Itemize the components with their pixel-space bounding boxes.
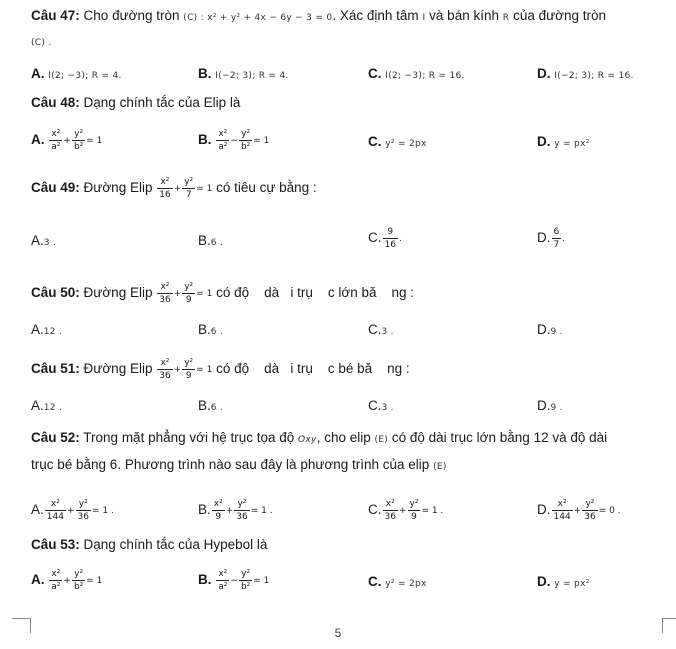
q51-text-b: có độ dà i trụ c bé bă ng : xyxy=(216,361,410,377)
q53-option-a[interactable]: A. $\frac{\text{x²}}{\text{a²}}$ + $\frac{\text{y²}}{\text{b²}}$ = 1 xyxy=(31,569,103,592)
q50-text-b: có độ dà i trụ c lớn bă ng : xyxy=(216,285,415,301)
q49-text-a: Đường Elip xyxy=(83,180,153,196)
q53-option-c[interactable]: C. y² = 2px xyxy=(368,574,427,589)
q52-text-c: có độ dài trục lớn bằng 12 và độ dài xyxy=(391,430,608,445)
q47-equation: (C) : x² + y² + 4x − 6y − 3 = 0 xyxy=(183,13,333,23)
q50-text-a: Đường Elip xyxy=(83,285,153,301)
q50-title: Câu 50: xyxy=(31,285,80,301)
q47-radius-symbol: R xyxy=(502,13,510,23)
q51-title: Câu 51: xyxy=(31,361,80,377)
q51-option-c[interactable]: C.3 . xyxy=(368,398,394,413)
q51-option-d[interactable]: D.9 . xyxy=(537,398,563,413)
q52-oxy: Oxy xyxy=(298,435,317,445)
q48-option-d[interactable]: D. y = px² xyxy=(537,134,590,149)
q49-stem: Câu 49: Đường Elip $\frac{\text{x²}}{16}$ + $\frac{\text{y²}}{7}$ = 1 có tiêu cự bằng : xyxy=(31,177,317,200)
q50-stem: Câu 50: Đường Elip $\frac{\text{x²}}{36}$ + $\frac{\text{y²}}{9}$ = 1 có độ dà i trụ c lớn bă ng : xyxy=(31,282,415,305)
q51-option-b[interactable]: B.6 . xyxy=(198,398,224,413)
q52-title: Câu 52: xyxy=(31,430,80,445)
q52-line2: trục bé bằng 6. Phương trình nào sau đây là phương trình của elip (E) xyxy=(31,457,447,472)
q51-option-a[interactable]: A.12 . xyxy=(31,398,63,413)
q49-option-d[interactable]: D. $\frac{6}{7}$ . xyxy=(537,227,566,250)
q47-text-b: . Xác định tâm xyxy=(332,8,419,23)
q52-e: (E) xyxy=(374,435,389,445)
q50-option-a[interactable]: A.12 . xyxy=(31,322,63,337)
q47-option-a[interactable]: A. I(2; −3); R = 4. xyxy=(31,66,122,81)
page-number: 5 xyxy=(334,626,342,640)
q52-option-a[interactable]: A. $\frac{\text{x²}}{144}$ + $\frac{\text{y²}}{36}$ = 1 . xyxy=(31,499,114,522)
q47-option-c[interactable]: C. I(2; −3); R = 16. xyxy=(368,66,465,81)
q47-option-b[interactable]: B. I(−2; 3); R = 4. xyxy=(198,66,289,81)
q49-title: Câu 49: xyxy=(31,180,80,196)
q49-option-c[interactable]: C. $\frac{9}{16}$ . xyxy=(368,227,402,250)
q48-option-a[interactable]: A. $\frac{\text{x²}}{\text{a²}}$ + $\frac{\text{y²}}{\text{b²}}$ = 1 xyxy=(31,129,103,152)
q52-option-d[interactable]: D. $\frac{\text{x²}}{144}$ + $\frac{\text{y²}}{36}$ = 0 . xyxy=(537,499,621,522)
q50-option-d[interactable]: D.9 . xyxy=(537,322,563,337)
q52-option-b[interactable]: B. $\frac{\text{x²}}{9}$ + $\frac{\text{y²}}{36}$ = 1 . xyxy=(198,499,273,522)
q48-option-c[interactable]: C. y² = 2px xyxy=(368,134,427,149)
q52-text-b: , cho elip xyxy=(316,430,371,445)
q49-option-b[interactable]: B.6 . xyxy=(198,233,224,248)
q50-option-c[interactable]: C.3 . xyxy=(368,322,394,337)
q49-text-b: có tiêu cự bằng : xyxy=(216,180,317,196)
q47-line2: (C) . xyxy=(31,38,52,48)
q50-option-b[interactable]: B.6 . xyxy=(198,322,224,337)
q52-text-a: Trong mặt phẳng với hệ trục tọa độ xyxy=(83,430,295,445)
q53-text: Dạng chính tắc của Hypebol là xyxy=(83,537,268,552)
q47-text-a: Cho đường tròn xyxy=(83,8,180,23)
q53-option-d[interactable]: D. y = px² xyxy=(537,574,590,589)
q52-stem xyxy=(31,430,607,445)
q53-title: Câu 53: xyxy=(31,537,80,552)
q51-text-a: Đường Elip xyxy=(83,361,153,377)
q48-option-b[interactable]: B. $\frac{\text{x²}}{\text{a²}}$ − $\frac{\text{y²}}{\text{b²}}$ = 1 xyxy=(198,129,270,152)
q47-stem xyxy=(31,8,606,23)
q47-text-c: và bán kính xyxy=(429,8,499,23)
q47-text-d: của đường tròn xyxy=(513,8,607,23)
q53-stem xyxy=(31,537,267,552)
q47-option-d[interactable]: D. I(−2; 3); R = 16. xyxy=(537,66,634,81)
q48-title: Câu 48: xyxy=(31,95,80,110)
q47-center-symbol: I xyxy=(422,13,426,23)
q47-title: Câu 47: xyxy=(31,8,80,23)
q48-stem xyxy=(31,95,240,110)
q49-option-a[interactable]: A.3 . xyxy=(31,233,57,248)
q51-stem: Câu 51: Đường Elip $\frac{\text{x²}}{36}$ + $\frac{\text{y²}}{9}$ = 1 có độ dà i trụ c bé bă ng : xyxy=(31,358,410,381)
q48-text: Dạng chính tắc của Elip là xyxy=(83,95,241,110)
q52-option-c[interactable]: C. $\frac{\text{x²}}{36}$ + $\frac{\text{y²}}{9}$ = 1 . xyxy=(368,499,444,522)
q53-option-b[interactable]: B. $\frac{\text{x²}}{\text{a²}}$ − $\frac{\text{y²}}{\text{b²}}$ = 1 xyxy=(198,569,270,592)
